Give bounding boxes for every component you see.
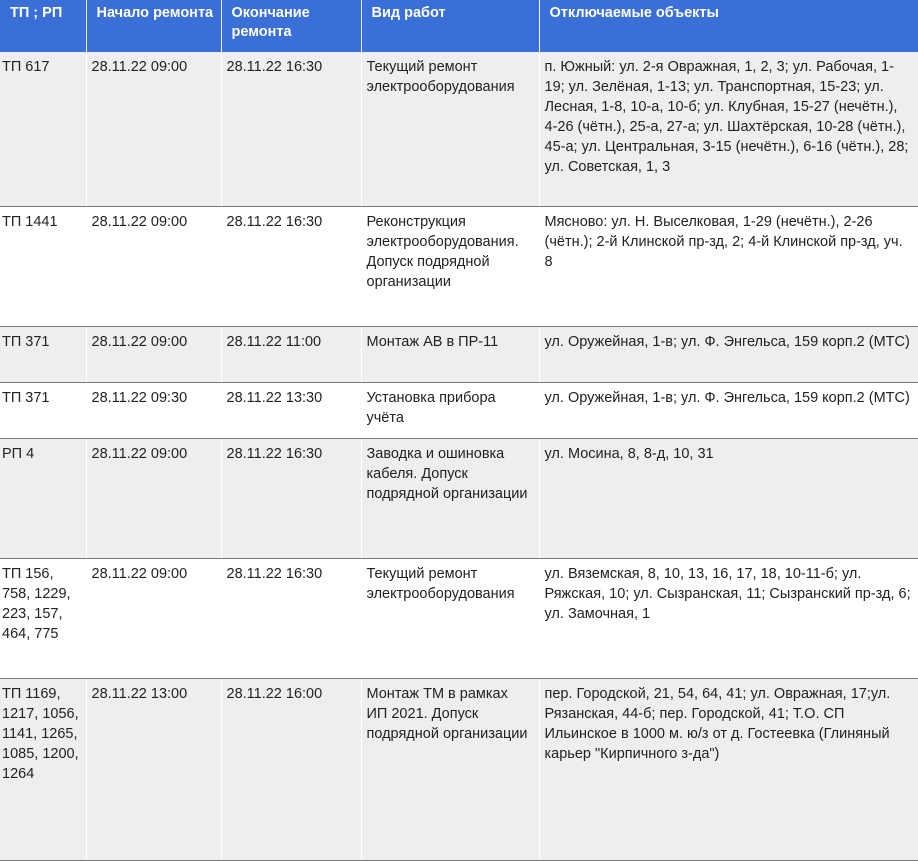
cell-objects: ул. Мосина, 8, 8-д, 10, 31 [539,438,918,558]
cell-tp: РП 4 [0,438,86,558]
cell-objects: ул. Оружейная, 1-в; ул. Ф. Энгельса, 159 корп.2 (МТС) [539,382,918,438]
cell-objects: пер. Городской, 21, 54, 64, 41; ул. Овражная, 17;ул. Рязанская, 44-б; пер. Городской, 41; Т.О. СП Ильинское в 1000 м. ю/з от д. Гостеевка (Глиняный карьер "Кирпичного з-да") [539,678,918,860]
cell-start: 28.11.22 09:00 [86,326,221,382]
table-row [0,382,918,438]
cell-tp: ТП 1169, 1217, 1056, 1141, 1265, 1085, 1200, 1264 [0,678,86,860]
cell-start: 28.11.22 09:00 [86,52,221,206]
cell-work: Установка прибора учёта [361,382,539,438]
cell-start: 28.11.22 09:30 [86,382,221,438]
cell-end: 28.11.22 16:30 [221,558,361,678]
column-header-end: Окончание ремонта [221,0,361,52]
cell-end: 28.11.22 16:30 [221,52,361,206]
cell-end: 28.11.22 16:30 [221,206,361,326]
cell-start: 28.11.22 09:00 [86,206,221,326]
column-header-work: Вид работ [361,0,539,52]
table-row [0,678,918,860]
column-header-objects: Отключаемые объекты [539,0,918,52]
cell-objects: ул. Оружейная, 1-в; ул. Ф. Энгельса, 159 корп.2 (МТС) [539,326,918,382]
cell-work: Реконструкция электрооборудования. Допуск подрядной организации [361,206,539,326]
cell-start: 28.11.22 09:00 [86,558,221,678]
cell-work: Текущий ремонт электрооборудования [361,558,539,678]
cell-end: 28.11.22 16:00 [221,678,361,860]
table-row [0,326,918,382]
column-header-start: Начало ремонта [86,0,221,52]
cell-end: 28.11.22 16:30 [221,438,361,558]
cell-tp: ТП 617 [0,52,86,206]
table-row [0,438,918,558]
cell-start: 28.11.22 13:00 [86,678,221,860]
cell-work: Монтаж ТМ в рамках ИП 2021. Допуск подрядной организации [361,678,539,860]
cell-tp: ТП 156, 758, 1229, 223, 157, 464, 775 [0,558,86,678]
cell-objects: п. Южный: ул. 2-я Овражная, 1, 2, 3; ул. Рабочая, 1-19; ул. Зелёная, 1-13; ул. Транспортная, 15-23; ул. Лесная, 1-8, 10-а, 10-б; ул. Клубная, 15-27 (нечётн.), 4-26 (чётн.), 25-а, 27-а; ул. Шахтёрская, 10-28 (чётн.), 45-а; ул. Центральная, 3-15 (нечётн.), 6-16 (чётн.), 28; ул. Советская, 1, 3 [539,52,918,206]
cell-tp: ТП 371 [0,382,86,438]
cell-work: Заводка и ошиновка кабеля. Допуск подрядной организации [361,438,539,558]
cell-tp: ТП 371 [0,326,86,382]
column-header-tp: ТП ; РП [0,0,86,52]
table-row [0,52,918,206]
table-row [0,558,918,678]
cell-start: 28.11.22 09:00 [86,438,221,558]
cell-objects: ул. Вяземская, 8, 10, 13, 16, 17, 18, 10-11-б; ул. Ряжская, 10; ул. Сызранская, 11; Сызранский пр-зд, 6; ул. Замочная, 1 [539,558,918,678]
table-header-row [0,0,918,52]
cell-end: 28.11.22 13:30 [221,382,361,438]
cell-tp: ТП 1441 [0,206,86,326]
cell-end: 28.11.22 11:00 [221,326,361,382]
cell-objects: Мясново: ул. Н. Выселковая, 1-29 (нечётн.), 2-26 (чётн.); 2-й Клинской пр-зд, 2; 4-й Клинской пр-зд, уч. 8 [539,206,918,326]
table-row [0,206,918,326]
cell-work: Текущий ремонт электрооборудования [361,52,539,206]
cell-work: Монтаж АВ в ПР-11 [361,326,539,382]
